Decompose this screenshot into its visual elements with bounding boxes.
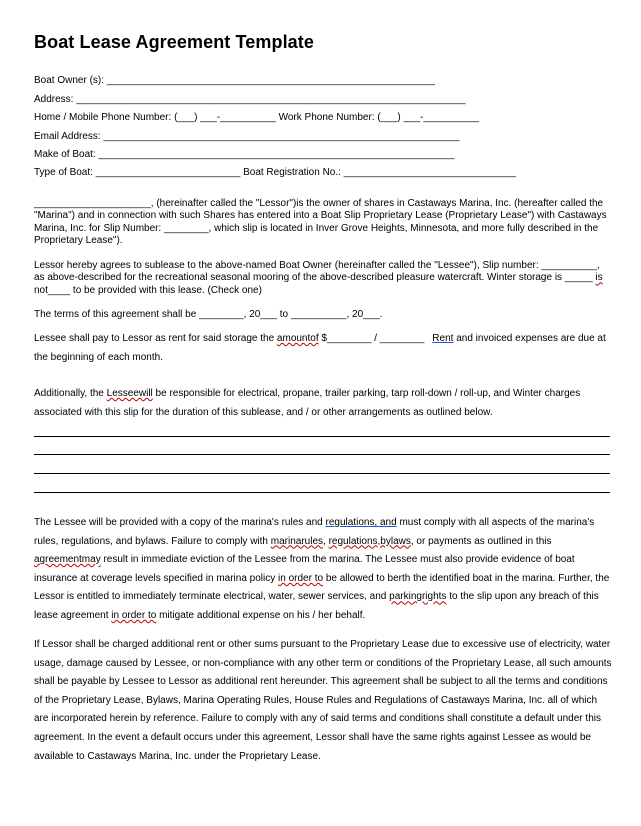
boat-owner-field: Boat Owner (s): ___________________________________________________________ (34, 75, 435, 86)
rent-text-a: Lessee shall pay to Lessor as rent for said storage the (34, 333, 277, 344)
term-paragraph: The terms of this agreement shall be ________, 20___ to __________, 20___. (34, 309, 383, 320)
sublease-text-b: not____ to be provided with this lease. (Check one) (34, 284, 262, 296)
blank-line (34, 436, 610, 437)
additional-rent-paragraph: If Lessor shall be charged additional rent or other sums pursuant to the Proprietary Lease due to excessive use of electricity, water usage, damage caused by Lessee, or non-compliance with any other term or conditions of the Proprietary Lease, all such amounts shall be payable by Lessee to Lessor as additional rent hereunder. This agreement shall be subject to all the terms and conditions of the Proprietary Lease, Bylaws, Marina Operating Rules, House Rules and Regulations of Castaways Marina, Inc. all of which are incorporated herein by reference. Failure to comply with any of said terms and conditions shall constitute a default under this agreement. In the event a default occurs under this agreement, Lessor shall have the same rights against Lessee as would be available to Castaways Marina, Inc. under the Proprietary Lease. (34, 639, 612, 762)
sublease-paragraph (34, 260, 612, 297)
rules-text: The Lessee will be provided with a copy of the marina's rules and (34, 517, 326, 528)
rules-text-flagged: in order to (278, 572, 324, 584)
additional-charges-paragraph (34, 385, 612, 422)
rent-text-amountof: amountof (276, 333, 319, 344)
blank-line (34, 454, 610, 455)
rent-text-rent: Rent (432, 333, 454, 344)
rules-text: must comply with all aspects of the marina's rules, regulations, and bylaws. Failure to comply with (34, 517, 595, 547)
rules-text: , or payments as outlined in this (410, 535, 552, 547)
make-of-boat-field: Make of Boat: ________________________________________________________________ (34, 149, 455, 160)
additional-text-a: Additionally, the (34, 388, 107, 399)
rules-text-flagged: parkingrights (389, 591, 447, 603)
sublease-text-is: is (595, 272, 603, 284)
rules-text-flagged: regulations,bylaws (328, 535, 411, 547)
blank-line (34, 473, 610, 474)
sublease-text-a: Lessor hereby agrees to sublease to the above-named Boat Owner (hereinafter called the "Lessee"), Slip number: __________, as above-described for the recreational seasonal mooring of the above-described pleasure watercraft. Winter storage is _____ (34, 260, 600, 284)
rent-text-c: and invoiced expenses are due at the beginning of each month. (34, 333, 606, 363)
address-field: Address: ______________________________________________________________________ (34, 94, 466, 105)
rent-text-b: $________ / ________ (318, 333, 425, 344)
additional-text-lesseewill: Lesseewill (106, 388, 153, 399)
rules-text-flagged: regulations, and (325, 517, 397, 528)
phone-numbers-field: Home / Mobile Phone Number: (___) ___-__________ Work Phone Number: (___) ___-__________ (34, 112, 480, 123)
rent-paragraph (34, 330, 612, 367)
rules-text-flagged: marinarules (270, 535, 324, 547)
additional-text-b: be responsible for electrical, propane, trailer parking, tarp roll-down / roll-up, and Winter charges associated with this slip for the duration of this sublease, and / or other arrangements as outlined below. (34, 388, 581, 418)
rules-text: to the slip upon any breach of this lease agreement (34, 591, 599, 621)
rules-text-flagged: agreementmay (34, 554, 101, 566)
page-title: Boat Lease Agreement Template (34, 32, 314, 52)
lessor-intro-paragraph: _____________________, (hereinafter called the "Lessor")is the owner of shares in Castaways Marina, Inc. (hereafter called the "Marina") and in connection with such Shares has entered into a Boat Slip Proprietary Lease (Proprietary Lease") with Castaways Marina, Inc. for Slip Number: ________, which slip is located in Inver Grove Heights, Minnesota, and more fully described in the Proprietary Lease"). (34, 198, 607, 246)
rules-text: result in immediate eviction of the Lessee from the marina. The Lessee must also provide evidence of boat insurance at coverage levels specified in marina policy (34, 554, 575, 584)
rules-text: mitigate additional expense on his / her behalf. (156, 609, 366, 621)
rules-paragraph (34, 514, 612, 626)
rules-text: , (323, 535, 329, 547)
email-address-field: Email Address: ________________________________________________________________ (34, 131, 460, 142)
blank-line (34, 492, 610, 493)
type-and-registration-field: Type of Boat: __________________________ Boat Registration No.: _______________________________ (34, 167, 517, 178)
rules-text: be allowed to berth the identified boat in the marina. Further, the Lessor is entitled to immediately terminate electrical, water, sewer services, and (34, 572, 610, 603)
rules-text-flagged: in order to (111, 609, 157, 621)
